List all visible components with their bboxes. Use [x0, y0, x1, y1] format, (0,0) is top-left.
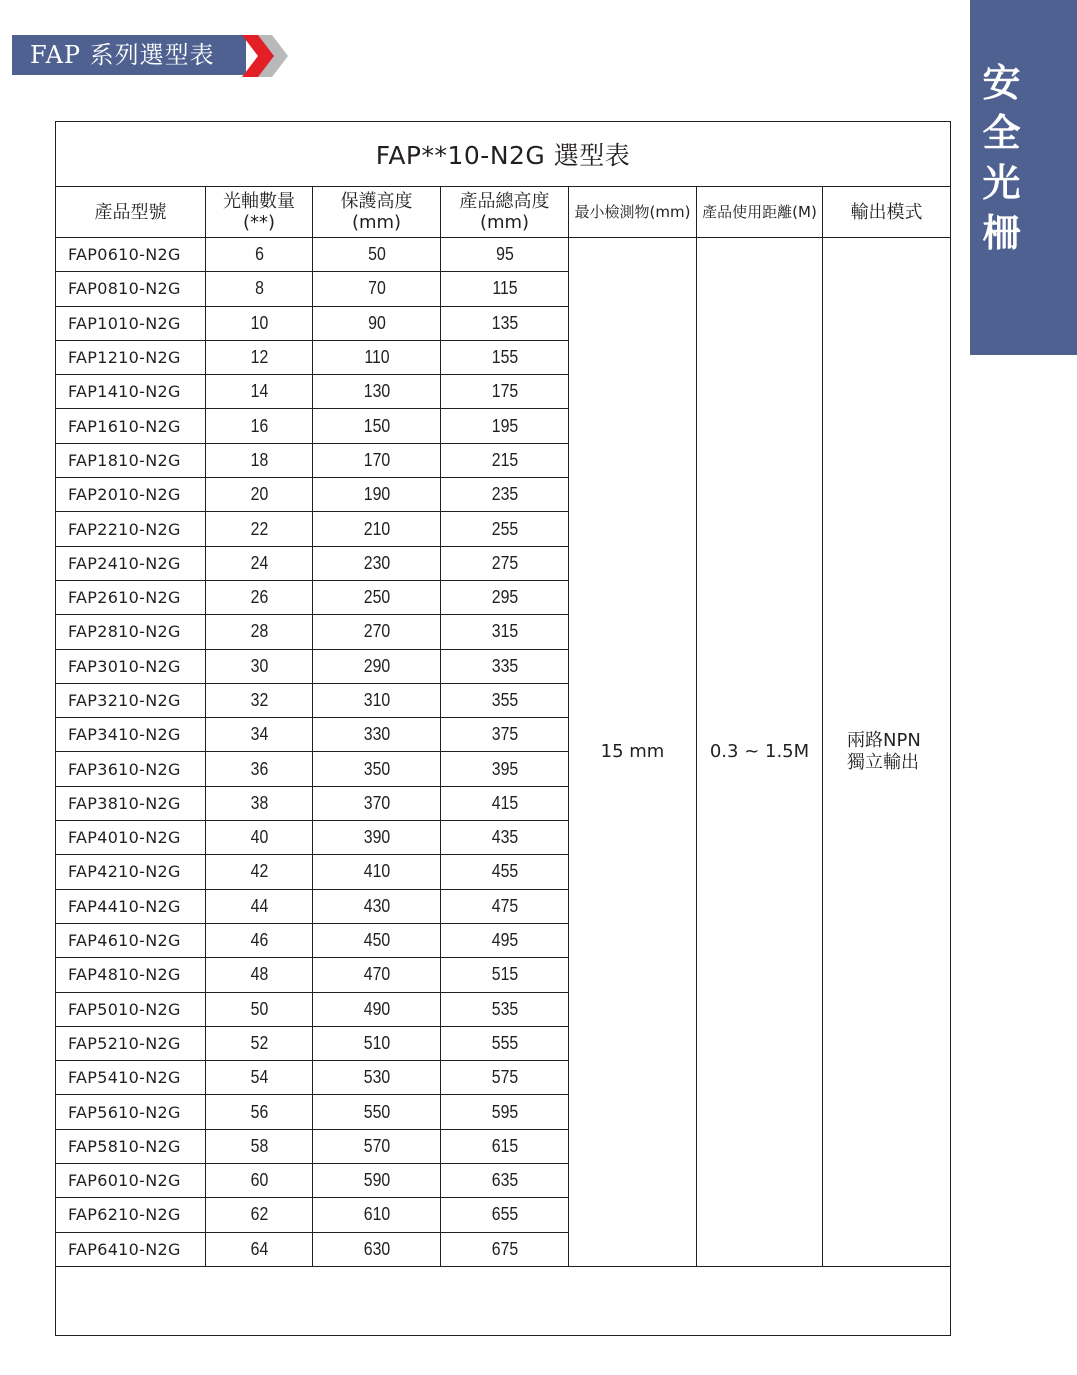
cell-protect-height: 190 [320, 478, 433, 512]
cell-axis-count: 12 [212, 340, 306, 374]
cell-axis-count: 18 [212, 443, 306, 477]
cell-protect-height: 410 [320, 855, 433, 889]
cell-protect-height: 530 [320, 1061, 433, 1095]
cell-model: FAP5610-N2G [56, 1095, 206, 1129]
cell-axis-count: 60 [212, 1164, 306, 1198]
cell-total-height: 575 [448, 1061, 561, 1095]
cell-model: FAP2010-N2G [56, 478, 206, 512]
cell-model: FAP1010-N2G [56, 306, 206, 340]
cell-axis-count: 32 [212, 683, 306, 717]
cell-total-height: 235 [448, 478, 561, 512]
cell-protect-height: 470 [320, 958, 433, 992]
table-title: FAP**10-N2G 選型表 [56, 122, 951, 187]
cell-model: FAP6010-N2G [56, 1164, 206, 1198]
cell-total-height: 195 [448, 409, 561, 443]
cell-model: FAP2410-N2G [56, 546, 206, 580]
cell-total-height: 395 [448, 752, 561, 786]
cell-total-height: 635 [448, 1164, 561, 1198]
cell-axis-count: 8 [212, 272, 306, 306]
cell-model: FAP3210-N2G [56, 683, 206, 717]
cell-model: FAP0810-N2G [56, 272, 206, 306]
cell-protect-height: 350 [320, 752, 433, 786]
cell-total-height: 495 [448, 923, 561, 957]
header-model: 產品型號 [56, 187, 206, 238]
cell-axis-count: 6 [212, 238, 306, 272]
cell-protect-height: 510 [320, 1026, 433, 1060]
cell-protect-height: 110 [320, 340, 433, 374]
cell-axis-count: 48 [212, 958, 306, 992]
cell-axis-count: 36 [212, 752, 306, 786]
cell-protect-height: 330 [320, 718, 433, 752]
side-tab-char: 光 [982, 161, 1021, 205]
cell-total-height: 215 [448, 443, 561, 477]
cell-model: FAP4610-N2G [56, 923, 206, 957]
cell-model: FAP2210-N2G [56, 512, 206, 546]
cell-protect-height: 210 [320, 512, 433, 546]
cell-protect-height: 550 [320, 1095, 433, 1129]
cell-model: FAP6210-N2G [56, 1198, 206, 1232]
table-header-row [56, 187, 951, 238]
cell-model: FAP1210-N2G [56, 340, 206, 374]
cell-total-height: 315 [448, 615, 561, 649]
side-tab-char: 柵 [982, 211, 1021, 255]
cell-axis-count: 38 [212, 786, 306, 820]
cell-total-height: 275 [448, 546, 561, 580]
cell-total-height: 95 [448, 238, 561, 272]
cell-protect-height: 230 [320, 546, 433, 580]
side-tab-char: 全 [982, 111, 1021, 155]
cell-total-height: 455 [448, 855, 561, 889]
cell-total-height: 615 [448, 1129, 561, 1163]
cell-axis-count: 40 [212, 821, 306, 855]
cell-total-height: 435 [448, 821, 561, 855]
cell-total-height: 335 [448, 649, 561, 683]
cell-axis-count: 62 [212, 1198, 306, 1232]
cell-protect-height: 450 [320, 923, 433, 957]
cell-total-height: 655 [448, 1198, 561, 1232]
cell-total-height: 155 [448, 340, 561, 374]
cell-protect-height: 370 [320, 786, 433, 820]
cell-axis-count: 44 [212, 889, 306, 923]
cell-protect-height: 590 [320, 1164, 433, 1198]
cell-total-height: 135 [448, 306, 561, 340]
cell-model: FAP4410-N2G [56, 889, 206, 923]
cell-axis-count: 56 [212, 1095, 306, 1129]
cell-total-height: 175 [448, 375, 561, 409]
cell-total-height: 555 [448, 1026, 561, 1060]
header-output: 輸出模式 [823, 187, 951, 238]
cell-model: FAP3610-N2G [56, 752, 206, 786]
cell-protect-height: 610 [320, 1198, 433, 1232]
cell-protect-height: 150 [320, 409, 433, 443]
cell-model: FAP3810-N2G [56, 786, 206, 820]
output-mode-line: 兩路NPN [847, 729, 921, 751]
double-chevron-icon [240, 35, 288, 77]
cell-total-height: 415 [448, 786, 561, 820]
cell-protect-height: 170 [320, 443, 433, 477]
cell-min-object: 15 mm [569, 238, 697, 1267]
cell-axis-count: 42 [212, 855, 306, 889]
cell-total-height: 675 [448, 1232, 561, 1266]
cell-protect-height: 290 [320, 649, 433, 683]
cell-output-mode [823, 238, 951, 1267]
cell-axis-count: 30 [212, 649, 306, 683]
cell-model: FAP3410-N2G [56, 718, 206, 752]
cell-total-height: 115 [448, 272, 561, 306]
header-total-height: 產品總高度 (mm) [441, 187, 569, 238]
cell-protect-height: 430 [320, 889, 433, 923]
cell-axis-count: 54 [212, 1061, 306, 1095]
cell-model: FAP2810-N2G [56, 615, 206, 649]
table-row [56, 238, 951, 272]
header-distance: 產品使用距離(M) [697, 187, 823, 238]
side-tab-char: 安 [982, 61, 1021, 105]
cell-model: FAP2610-N2G [56, 580, 206, 614]
cell-axis-count: 58 [212, 1129, 306, 1163]
cell-distance: 0.3 ~ 1.5M [697, 238, 823, 1267]
cell-total-height: 375 [448, 718, 561, 752]
table-body [56, 238, 951, 1267]
cell-axis-count: 46 [212, 923, 306, 957]
cell-total-height: 255 [448, 512, 561, 546]
cell-axis-count: 52 [212, 1026, 306, 1060]
cell-model: FAP5010-N2G [56, 992, 206, 1026]
cell-axis-count: 26 [212, 580, 306, 614]
cell-protect-height: 90 [320, 306, 433, 340]
selection-table [55, 121, 951, 1336]
cell-model: FAP4010-N2G [56, 821, 206, 855]
cell-protect-height: 630 [320, 1232, 433, 1266]
cell-model: FAP1610-N2G [56, 409, 206, 443]
cell-protect-height: 390 [320, 821, 433, 855]
cell-model: FAP5410-N2G [56, 1061, 206, 1095]
cell-axis-count: 28 [212, 615, 306, 649]
cell-model: FAP4810-N2G [56, 958, 206, 992]
cell-axis-count: 14 [212, 375, 306, 409]
cell-axis-count: 22 [212, 512, 306, 546]
cell-axis-count: 64 [212, 1232, 306, 1266]
cell-total-height: 535 [448, 992, 561, 1026]
cell-protect-height: 130 [320, 375, 433, 409]
cell-model: FAP3010-N2G [56, 649, 206, 683]
cell-model: FAP0610-N2G [56, 238, 206, 272]
cell-protect-height: 570 [320, 1129, 433, 1163]
cell-axis-count: 24 [212, 546, 306, 580]
cell-protect-height: 70 [320, 272, 433, 306]
header-min-object: 最小檢測物(mm) [569, 187, 697, 238]
table-footer-blank [56, 1266, 951, 1335]
section-title: FAP 系列選型表 [30, 41, 215, 69]
cell-model: FAP5210-N2G [56, 1026, 206, 1060]
cell-total-height: 515 [448, 958, 561, 992]
cell-model: FAP1410-N2G [56, 375, 206, 409]
cell-protect-height: 490 [320, 992, 433, 1026]
cell-axis-count: 50 [212, 992, 306, 1026]
cell-total-height: 355 [448, 683, 561, 717]
cell-axis-count: 34 [212, 718, 306, 752]
section-title-banner [12, 35, 246, 75]
header-protect-height: 保護高度 (mm) [313, 187, 441, 238]
cell-protect-height: 250 [320, 580, 433, 614]
cell-model: FAP5810-N2G [56, 1129, 206, 1163]
cell-axis-count: 10 [212, 306, 306, 340]
cell-total-height: 475 [448, 889, 561, 923]
cell-model: FAP4210-N2G [56, 855, 206, 889]
cell-protect-height: 50 [320, 238, 433, 272]
cell-total-height: 295 [448, 580, 561, 614]
cell-protect-height: 270 [320, 615, 433, 649]
cell-model: FAP6410-N2G [56, 1232, 206, 1266]
cell-protect-height: 310 [320, 683, 433, 717]
cell-axis-count: 20 [212, 478, 306, 512]
side-category-tab [970, 0, 1077, 355]
cell-total-height: 595 [448, 1095, 561, 1129]
output-mode-line: 獨立輸出 [847, 751, 919, 773]
header-axis-count: 光軸數量 (**) [206, 187, 313, 238]
cell-model: FAP1810-N2G [56, 443, 206, 477]
cell-axis-count: 16 [212, 409, 306, 443]
